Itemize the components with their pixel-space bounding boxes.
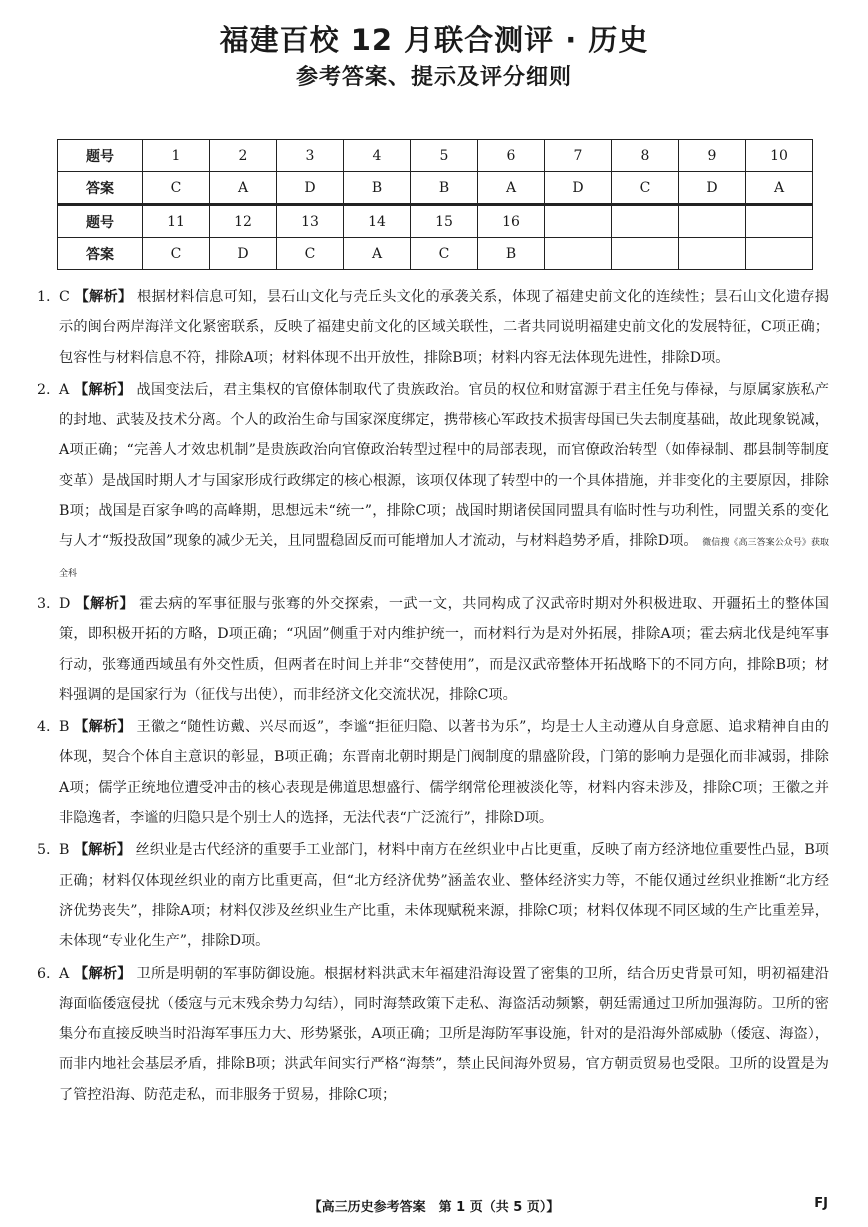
answer-cell: C bbox=[612, 172, 679, 205]
item-number: 6. bbox=[37, 965, 51, 982]
item-text: 根据材料信息可知，昙石山文化与壳丘头文化的承袭关系，体现了福建史前文化的连续性；昙石山文化遗存揭示的闽台两岸海洋文化紧密联系，反映了福建史前文化的区域关联性，二者共同说明福建史前文化的发展特征，C项正确；包容性与材料信息不符，排除A项；材料体现不出开放性，排除B项；材料内容无法体现先进性，排除D项。 bbox=[59, 289, 829, 366]
answer-cell bbox=[612, 238, 679, 270]
item-text: 卫所是明朝的军事防御设施。根据材料洪武末年福建沿海设置了密集的卫所，结合历史背景可知，明初福建沿海面临倭寇侵扰（倭寇与元末残余势力勾结），同时海禁政策下走私、海盗活动频繁，朝廷需通过卫所加强海防。卫所的密集分布直接反映当时沿海军事压力大、形势紧张，A项正确；卫所是海防军事设施，针对的是沿海外部威胁（倭寇、海盗），而非内地社会基层矛盾，排除B项；洪武年间实行严格“海禁”，禁止民间海外贸易，官方朝贡贸易也受限。卫所的设置是为了管控沿海、防范走私，而非服务于贸易，排除C项； bbox=[59, 965, 829, 1103]
question-number-cell: 2 bbox=[210, 140, 277, 172]
item-text: 丝织业是古代经济的重要手工业部门，材料中南方在丝织业中占比更重，反映了南方经济地位重要性凸显，B项正确；材料仅体现丝织业的南方比重更高，但“北方经济优势”涵盖农业、整体经济实力等，不能仅通过丝织业推断“北方经济优势丧失”，排除A项；材料仅涉及丝织业生产比重，未体现赋税来源，排除C项；材料仅体现不同区域的生产比重差异，未体现“专业化生产”，排除D项。 bbox=[59, 842, 829, 950]
explanation-item bbox=[37, 959, 829, 1110]
item-answer: B bbox=[59, 719, 70, 736]
question-number-row bbox=[58, 205, 813, 238]
item-number: 3. bbox=[37, 595, 51, 612]
item-answer: A bbox=[59, 381, 70, 398]
watermark-note: 微信搜《高三答案公众号》获取全科 bbox=[59, 538, 829, 579]
answer-cell: B bbox=[411, 172, 478, 205]
analysis-tag: 【解析】 bbox=[75, 595, 135, 612]
question-number-cell: 4 bbox=[344, 140, 411, 172]
question-number-cell: 13 bbox=[277, 205, 344, 238]
explanation-item bbox=[37, 589, 829, 710]
answer-cell: C bbox=[411, 238, 478, 270]
question-number-cell: 16 bbox=[478, 205, 545, 238]
question-number-cell: 6 bbox=[478, 140, 545, 172]
item-number: 2. bbox=[37, 381, 51, 398]
page-footer: 【高三历史参考答案 第 1 页（共 5 页）】 bbox=[308, 1200, 560, 1215]
answer-cell bbox=[746, 238, 813, 270]
question-number-cell: 1 bbox=[143, 140, 210, 172]
question-number-cell bbox=[612, 205, 679, 238]
row-label-question: 题号 bbox=[58, 205, 143, 238]
answer-cell bbox=[679, 238, 746, 270]
answer-cell: A bbox=[210, 172, 277, 205]
answer-row bbox=[58, 172, 813, 205]
question-number-cell: 9 bbox=[679, 140, 746, 172]
answer-cell: D bbox=[277, 172, 344, 205]
analysis-tag: 【解析】 bbox=[74, 289, 133, 305]
item-answer: B bbox=[59, 842, 70, 859]
question-number-cell: 7 bbox=[545, 140, 612, 172]
explanation-list bbox=[37, 282, 829, 1112]
answer-cell: B bbox=[478, 238, 545, 270]
answer-cell: D bbox=[545, 172, 612, 205]
question-number-cell: 3 bbox=[277, 140, 344, 172]
answer-cell: A bbox=[746, 172, 813, 205]
item-text: 战国变法后，君主集权的官僚体制取代了贵族政治。官员的权位和财富源于君主任免与俸禄，与原属家族私产的封地、武装及技术分离。个人的政治生命与国家深度绑定，携带核心军政技术损害母国已失去制度基础，故此现象锐减，A项正确；“完善人才效忠机制”是贵族政治向官僚政治转型过程中的局部表现，而官僚政治转型（如俸禄制、郡县制等制度变革）是战国时期人才与国家形成行政绑定的核心根源，该项仅体现了转型中的一个具体措施，并非变化的主要原因，排除B项；战国是百家争鸣的高峰期，思想远未“统一”，排除C项；战国时期诸侯国同盟具有临时性与功利性，同盟关系的变化与人才“叛投敌国”现象的减少无关，且同盟稳固反而可能增加人才流动，与材料趋势矛盾，排除D项。 bbox=[59, 381, 829, 550]
answer-cell: B bbox=[344, 172, 411, 205]
analysis-tag: 【解析】 bbox=[74, 842, 131, 859]
region-code: FJ bbox=[814, 1196, 828, 1211]
row-label-answer: 答案 bbox=[58, 238, 143, 270]
answer-cell: C bbox=[143, 238, 210, 270]
answer-cell: A bbox=[344, 238, 411, 270]
analysis-tag: 【解析】 bbox=[74, 965, 132, 982]
item-text: 王徽之“随性访戴、兴尽而返”，李谧“拒征归隐、以著书为乐”，均是士人主动遵从自身意愿、追求精神自由的体现，契合个体自主意识的彰显，B项正确；东晋南北朝时期是门阀制度的鼎盛阶段，门第的影响力是强化而非减弱，排除A项；儒学正统地位遭受冲击的核心表现是佛道思想盛行、儒学纲常伦理被淡化等，材料内容未涉及，排除C项；王徽之并非隐逸者，李谧的归隐只是个别士人的选择，无法代表“广泛流行”，排除D项。 bbox=[59, 719, 829, 827]
answer-cell: C bbox=[277, 238, 344, 270]
answer-cell: D bbox=[210, 238, 277, 270]
answer-table bbox=[57, 139, 813, 270]
row-label-question: 题号 bbox=[58, 140, 143, 172]
page-title: 福建百校 12 月联合测评 · 历史 bbox=[219, 23, 649, 57]
explanation-item bbox=[37, 835, 829, 956]
question-number-cell: 14 bbox=[344, 205, 411, 238]
question-number-cell bbox=[545, 205, 612, 238]
analysis-tag: 【解析】 bbox=[74, 719, 132, 736]
question-number-cell: 10 bbox=[746, 140, 813, 172]
answer-cell bbox=[545, 238, 612, 270]
question-number-cell bbox=[746, 205, 813, 238]
explanation-item bbox=[37, 375, 829, 587]
question-number-cell bbox=[679, 205, 746, 238]
explanation-item bbox=[37, 712, 829, 833]
item-number: 1. bbox=[37, 289, 51, 305]
analysis-tag: 【解析】 bbox=[74, 381, 132, 398]
answer-cell: D bbox=[679, 172, 746, 205]
explanation-item bbox=[37, 282, 829, 373]
question-number-cell: 5 bbox=[411, 140, 478, 172]
row-label-answer: 答案 bbox=[58, 172, 143, 205]
item-answer: A bbox=[59, 965, 70, 982]
question-number-cell: 8 bbox=[612, 140, 679, 172]
item-number: 5. bbox=[37, 842, 51, 859]
answer-row bbox=[58, 238, 813, 270]
page-subtitle: 参考答案、提示及评分细则 bbox=[295, 65, 572, 90]
answer-cell: A bbox=[478, 172, 545, 205]
item-answer: D bbox=[59, 595, 71, 612]
question-number-cell: 12 bbox=[210, 205, 277, 238]
question-number-cell: 11 bbox=[143, 205, 210, 238]
item-text: 霍去病的军事征服与张骞的外交探索，一武一文，共同构成了汉武帝时期对外积极进取、开疆拓土的整体国策，即积极开拓的方略，D项正确；“巩固”侧重于对内维护统一，而材料行为是对外拓展，排除A项；霍去病北伐是纯军事行动，张骞通西域虽有外交性质，但两者在时间上并非“交替使用”，而是汉武帝整体开拓战略下的不同方向，排除B项；材料强调的是国家行为（征伐与出使），而非经济文化交流状况，排除C项。 bbox=[59, 595, 829, 703]
question-number-cell: 15 bbox=[411, 205, 478, 238]
item-answer: C bbox=[59, 289, 70, 305]
item-number: 4. bbox=[37, 719, 51, 736]
question-number-row bbox=[58, 140, 813, 172]
answer-cell: C bbox=[143, 172, 210, 205]
